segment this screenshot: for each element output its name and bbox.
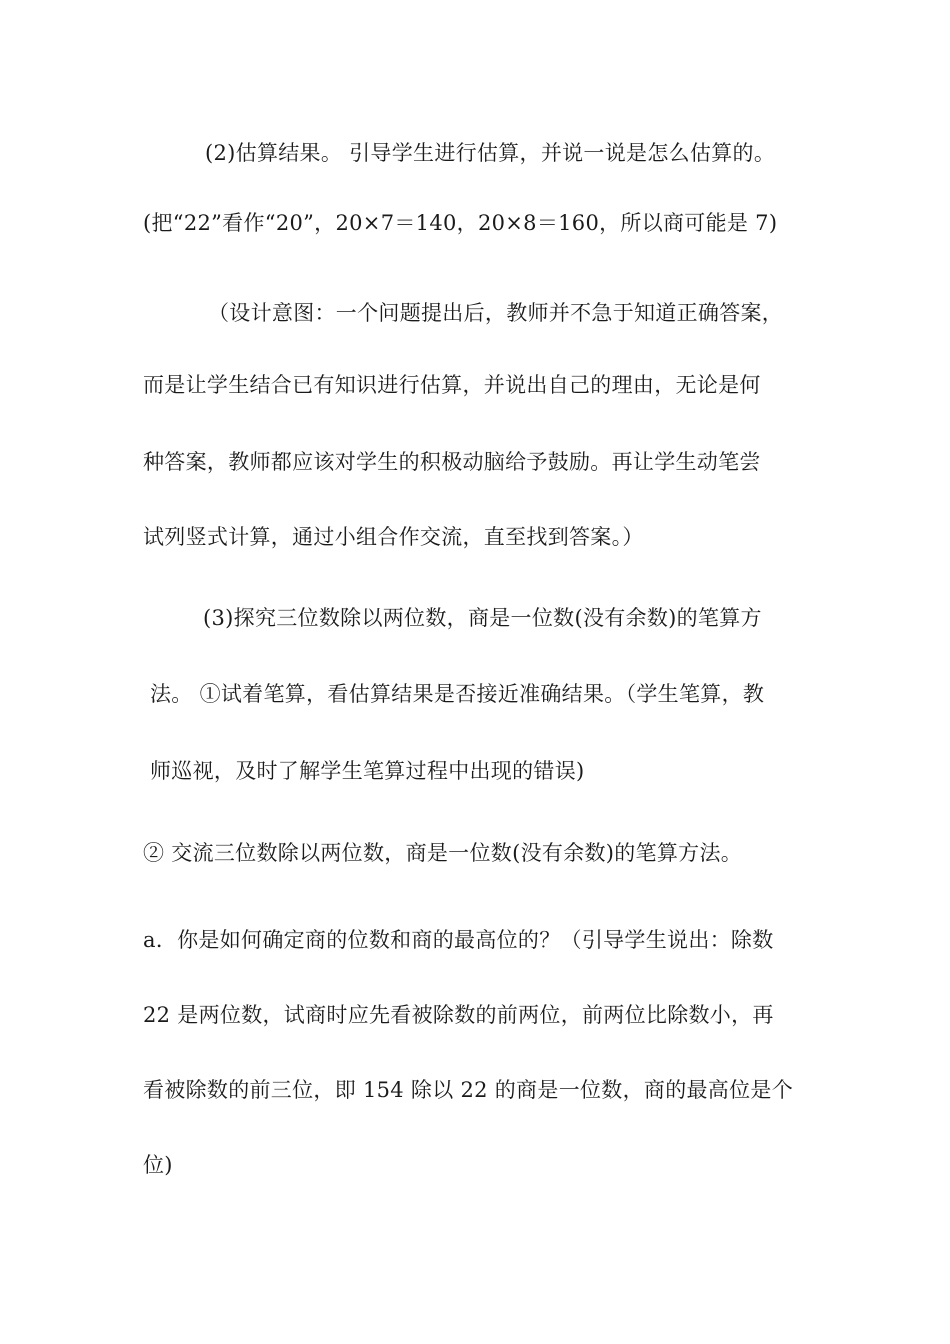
paragraph-estimate-result: (2)估算结果。 引导学生进行估算，并说一说是怎么估算的。 bbox=[205, 141, 776, 165]
question-a-line-2: 22 是两位数，试商时应先看被除数的前两位，前两位比除数小，再 bbox=[143, 1003, 774, 1027]
explore-method-line-1: (3)探究三位数除以两位数，商是一位数(没有余数)的笔算方 bbox=[203, 606, 762, 630]
exchange-method-line: ② 交流三位数除以两位数，商是一位数(没有余数)的笔算方法。 bbox=[143, 841, 743, 865]
explore-method-line-3: 师巡视，及时了解学生笔算过程中出现的错误) bbox=[150, 759, 585, 783]
design-intent-line-1: （设计意图：一个问题提出后，教师并不急于知道正确答案， bbox=[208, 301, 784, 325]
question-a-line-1: a．你是如何确定商的位数和商的最高位的？（引导学生说出：除数 bbox=[143, 928, 774, 952]
design-intent-line-2: 而是让学生结合已有知识进行估算，并说出自己的理由，无论是何 bbox=[143, 373, 761, 397]
paragraph-estimate-example: (把“22”看作“20”，20×7＝140，20×8＝160，所以商可能是 7) bbox=[143, 211, 778, 235]
explore-method-line-2: 法。 ①试着笔算，看估算结果是否接近准确结果。（学生笔算，教 bbox=[150, 682, 765, 706]
design-intent-line-4: 试列竖式计算，通过小组合作交流，直至找到答案。） bbox=[143, 525, 644, 549]
design-intent-line-3: 种答案，教师都应该对学生的积极动脑给予鼓励。再让学生动笔尝 bbox=[143, 450, 761, 474]
question-a-line-3: 看被除数的前三位，即 154 除以 22 的商是一位数，商的最高位是个 bbox=[143, 1078, 794, 1102]
question-a-line-4: 位) bbox=[143, 1153, 173, 1177]
